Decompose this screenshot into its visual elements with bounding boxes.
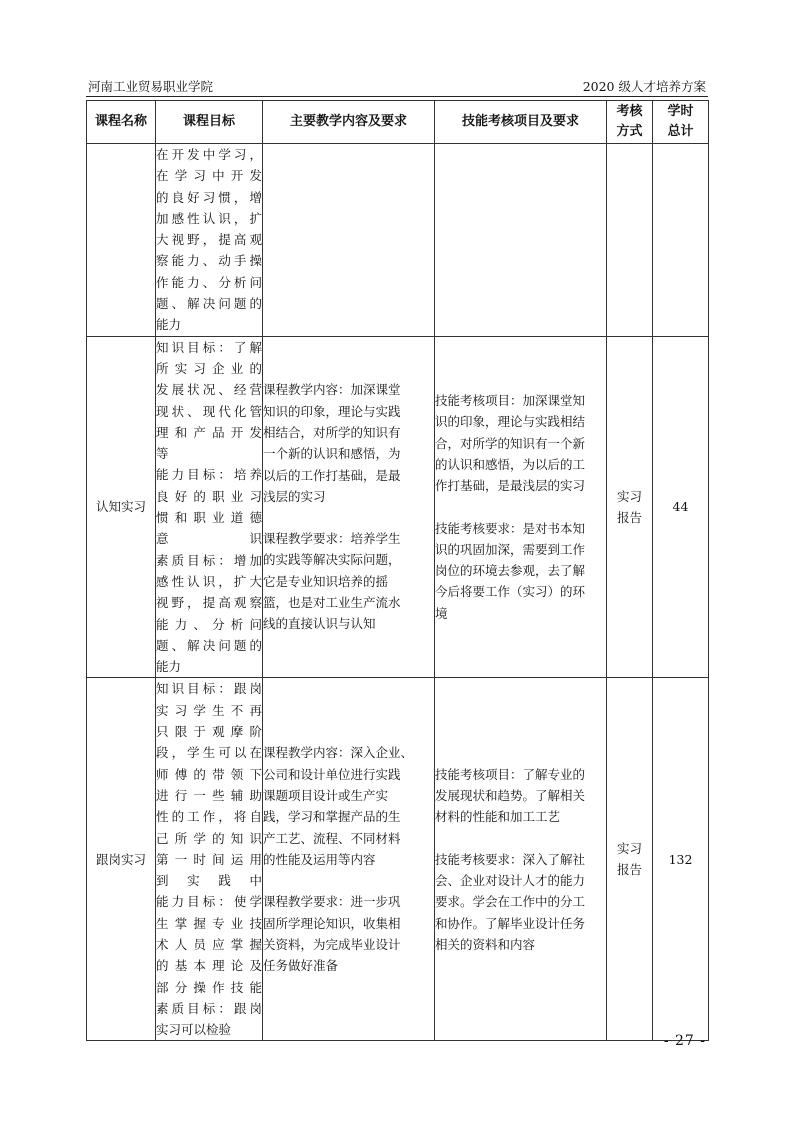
skill-assessment-cell [435,336,607,678]
course-goal-line: 察能力、动手操 [156,253,262,269]
course-goal-line: 实习可以检验 [156,1022,232,1038]
skill-assessment-line: 今后将要工作（实习）的环 [435,584,586,600]
skill-assessment-line: 要求。学会在工作中的分工 [435,894,586,910]
teaching-content-cell [263,678,435,1041]
course-goal-line: 意识 [156,531,262,547]
skill-assessment-line: 和协作。了解毕业设计任务 [435,915,586,931]
document-title: 2020 级人才培养方案 [582,79,706,94]
course-name-cell [87,336,156,678]
teaching-content-cell [263,336,435,678]
skill-assessment-line: 发展现状和趋势。了解相关 [435,788,586,804]
teaching-content-line: 课程教学内容：加深课堂 [263,382,401,398]
column-header-name: 课程名称 [87,101,156,144]
course-goal-line: 大视野，提高观 [156,232,262,248]
paragraph-gap [435,828,606,849]
total-hours: 132 [668,851,693,867]
teaching-content-line: 产工艺、流程、不同材料 [263,830,401,846]
course-name: 跟岗实习 [95,851,146,867]
skill-assessment-line: 合，对所学的知识有一个新 [435,435,586,451]
course-goal-line: 现状、现代化管 [156,403,262,419]
course-goal-line: 作能力、分析问 [156,274,262,290]
course-goal-line: 惯和职业道德 [156,510,262,526]
course-goal-line: 到实践中 [156,873,262,889]
course-goal-line: 性的工作，将自 [156,809,262,825]
paragraph-gap [263,507,434,528]
course-goal-line: 知识目标：跟岗 [156,681,262,697]
course-goal-line: 等 [156,446,169,462]
skill-assessment-line: 识的印象，理论与实践相结 [435,414,586,430]
course-goal-line: 师傅的带领下 [156,766,262,782]
teaching-content-line: 知识的印象，理论与实践 [263,403,401,419]
column-header-content: 主要教学内容及要求 [263,101,435,144]
assessment-method-line: 实习 [616,841,642,857]
course-goal-line: 知识目标：了解 [156,339,262,355]
course-name: 认知实习 [95,499,146,515]
course-goal-line: 加感性认识，扩 [156,210,262,226]
skill-assessment-line: 岗位的环境去参观，去了解 [435,563,586,579]
assessment-method-cell [607,678,653,1041]
teaching-content-line: 课程教学要求：进一步巩 [263,894,401,910]
course-goal-line: 段，学生可以在 [156,745,262,761]
teaching-content-line: 篮，也是对工业生产流水 [263,595,401,611]
course-name-cell [87,678,156,1041]
paragraph-gap [435,497,606,518]
course-goal-line: 素质目标：跟岗 [156,1000,262,1016]
teaching-content-line: 课题项目设计或生产实 [263,788,389,804]
skill-assessment-line: 技能考核项目：加深课堂知 [435,393,586,409]
teaching-content-line: 线的直接认识与认知 [263,616,376,632]
course-goal-line: 感性认识，扩大 [156,573,262,589]
column-header-method [607,101,653,144]
skill-assessment-line: 作打基础，是最浅层的实习 [435,478,586,494]
course-goal-line: 实习学生不再 [156,702,262,718]
teaching-content-line: 浅层的实习 [263,488,326,504]
course-goal-line: 所实习企业的 [156,360,262,376]
skill-assessment-line: 材料的性能和加工工艺 [435,809,561,825]
course-goal-line: 第一时间运用 [156,851,262,867]
column-header-skill: 技能考核项目及要求 [435,101,607,144]
course-goal-line: 理和产品开发 [156,424,262,440]
course-goal-line: 发展状况、经营 [156,382,262,398]
course-goal-line: 术人员应掌握 [156,936,262,952]
teaching-content-line: 践，学习和掌握产品的生 [263,809,401,825]
total-hours: 44 [672,499,689,515]
column-header-hours [653,101,709,144]
teaching-content-cell [263,144,435,337]
course-goal-cell [156,144,263,337]
skill-assessment-line: 会、企业对设计人才的能力 [435,872,586,888]
course-goal-line: 己所学的知识 [156,830,262,846]
paragraph-gap [263,870,434,891]
skill-assessment-line: 识的巩固加深，需要到工作 [435,541,586,557]
teaching-content-line: 关资料，为完成毕业设计 [263,936,401,952]
course-goal-line: 能力目标：使学 [156,894,262,910]
table-row [87,144,709,337]
teaching-content-line: 固所学理论知识，收集相 [263,915,401,931]
assessment-method-line: 报告 [616,510,642,526]
course-goal-line: 的基本理论及 [156,958,262,974]
course-goal-line: 题、解决问题的 [156,637,262,653]
skill-assessment-cell [435,678,607,1041]
skill-assessment-line: 相关的资料和内容 [435,936,536,952]
course-goal-line: 能力 [156,317,182,333]
course-table [86,100,709,1041]
table-body [87,144,709,1041]
page-header [86,77,710,95]
teaching-content-line: 的实践等解决实际问题， [263,552,401,568]
teaching-content-line: 课程教学内容：深入企业、 [263,745,414,761]
total-hours-cell [653,144,709,337]
assessment-method-line: 实习 [616,488,642,504]
course-goal-line: 题、解决问题的 [156,296,262,312]
column-header-goal: 课程目标 [156,101,263,144]
teaching-content-line: 公司和设计单位进行实践 [263,766,401,782]
assessment-method-line: 报告 [616,862,642,878]
skill-assessment-line: 境 [435,605,448,621]
teaching-content-line: 相结合，对所学的知识有 [263,425,401,440]
total-hours-cell [653,336,709,678]
course-goal-cell [156,336,263,678]
column-header-hours-line: 总计 [667,124,694,139]
course-goal-line: 部分操作技能 [156,979,262,995]
skill-assessment-line: 技能考核要求：是对书本知 [435,520,586,536]
course-goal-line: 在学习中开发 [156,168,262,184]
course-goal-line: 的良好习惯，增 [156,189,262,205]
course-goal-line: 生掌握专业技 [156,915,262,931]
course-goal-line: 进行一些辅助 [156,787,262,803]
total-hours-cell [653,678,709,1041]
teaching-content-line: 一个新的认识和感悟，为 [263,446,401,462]
course-goal-cell [156,678,263,1041]
table-row [87,678,709,1041]
course-goal-line: 能力 [156,659,182,675]
column-header-method-line: 方式 [616,124,643,139]
course-goal-line: 能力、分析问 [156,616,262,632]
teaching-content-line: 任务做好准备 [263,958,339,974]
teaching-content-line: 课程教学要求：培养学生 [263,531,401,547]
skill-assessment-cell [435,144,607,337]
skill-assessment-line: 技能考核要求：深入了解社 [435,851,586,867]
teaching-content-line: 它是专业知识培养的摇 [263,573,389,589]
institution-name: 河南工业贸易职业学院 [88,79,214,94]
assessment-method-cell [607,144,653,337]
header-rule [86,96,708,97]
page-number: - 27 - [663,1033,706,1049]
course-name-cell [87,144,156,337]
course-goal-line: 在开发中学习， [156,147,262,162]
assessment-method-cell [607,336,653,678]
teaching-content-line: 的性能及运用等内容 [263,851,376,867]
course-goal-line: 只限于观摩阶 [156,724,262,740]
column-header-method-line: 考核 [616,104,643,119]
course-goal-line: 良好的职业习 [156,488,262,504]
course-goal-line: 视野，提高观察 [156,595,262,611]
course-goal-line: 能力目标：培养 [156,467,262,483]
column-header-hours-line: 学时 [667,104,694,119]
skill-assessment-line: 技能考核项目：了解专业的 [435,766,586,782]
table-header-row [87,101,709,144]
table-row [87,336,709,678]
skill-assessment-line: 的认识和感悟，为以后的工 [435,456,586,472]
course-goal-line: 素质目标：增加 [156,552,262,568]
teaching-content-line: 以后的工作打基础，是最 [263,467,401,483]
